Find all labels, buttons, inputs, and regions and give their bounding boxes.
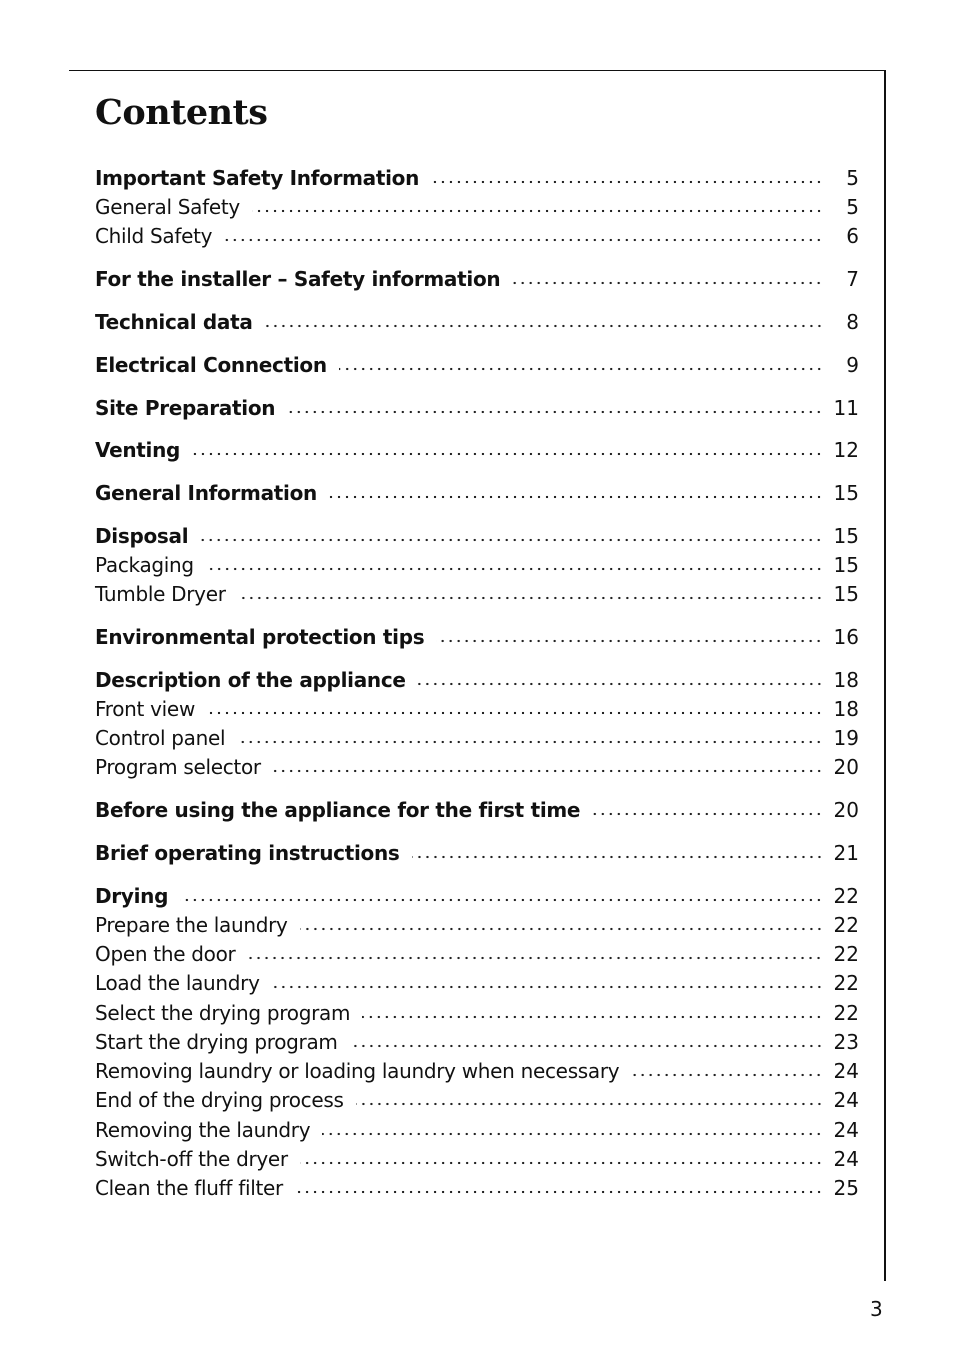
- toc-entry-page: 19: [833, 726, 859, 750]
- toc-entry-page: 18: [833, 697, 859, 721]
- toc-entry[interactable]: [95, 390, 859, 420]
- dot-leader: [247, 956, 823, 960]
- toc-entry[interactable]: [95, 749, 859, 779]
- toc-entry-page: 24: [833, 1147, 859, 1171]
- dot-leader: [273, 769, 823, 773]
- dot-leader: [206, 567, 823, 571]
- toc-entry-page: 24: [833, 1118, 859, 1142]
- toc-entry-label: Important Safety Information: [95, 166, 420, 190]
- toc-entry[interactable]: [95, 347, 859, 377]
- toc-entry[interactable]: [95, 691, 859, 721]
- toc-entry-page: 15: [833, 481, 859, 505]
- toc-entry-page: 18: [833, 668, 859, 692]
- toc-entry-label: Site Preparation: [95, 396, 276, 420]
- toc-entry[interactable]: [95, 1053, 859, 1083]
- toc-entry-page: 12: [833, 438, 859, 462]
- toc-entry[interactable]: [95, 1024, 859, 1054]
- toc-entry-page: 21: [833, 841, 859, 865]
- toc-entry-page: 20: [833, 798, 859, 822]
- toc-entry-label: Technical data: [95, 310, 253, 334]
- toc-entry-label: Before using the appliance for the first time: [95, 798, 581, 822]
- toc-entry-label: Removing the laundry: [95, 1118, 311, 1142]
- dot-leader: [350, 1044, 823, 1048]
- toc-entry-page: 6: [846, 224, 859, 248]
- toc-entry[interactable]: [95, 835, 859, 865]
- toc-entry-page: 15: [833, 582, 859, 606]
- dot-leader: [207, 711, 823, 715]
- toc-entry-page: 15: [833, 524, 859, 548]
- dot-leader: [418, 682, 823, 686]
- toc-entry-label: Electrical Connection: [95, 353, 327, 377]
- toc-entry[interactable]: [95, 1141, 859, 1171]
- dot-leader: [295, 1190, 823, 1194]
- toc-entry-page: 24: [833, 1088, 859, 1112]
- toc-entry-label: General Information: [95, 481, 317, 505]
- toc-entry-label: Disposal: [95, 524, 189, 548]
- dot-leader: [412, 855, 823, 859]
- toc-entry[interactable]: [95, 304, 859, 334]
- toc-entry[interactable]: [95, 965, 859, 995]
- dot-leader: [300, 927, 823, 931]
- toc-entry-page: 7: [846, 267, 859, 291]
- toc-entry-label: Control panel: [95, 726, 226, 750]
- toc-entry[interactable]: [95, 518, 859, 548]
- toc-entry[interactable]: [95, 218, 859, 248]
- dot-leader: [431, 180, 823, 184]
- dot-leader: [200, 538, 823, 542]
- toc-entry-page: 5: [846, 166, 859, 190]
- toc-entry-page: 22: [833, 913, 859, 937]
- side-rule: [884, 70, 886, 1281]
- toc-entry-label: Prepare the laundry: [95, 913, 288, 937]
- dot-leader: [180, 898, 823, 902]
- dot-leader: [356, 1102, 823, 1106]
- toc-entry-label: Child Safety: [95, 224, 213, 248]
- toc-entry-label: Removing laundry or loading laundry when necessary: [95, 1059, 620, 1083]
- toc-entry-label: Select the drying program: [95, 1001, 351, 1025]
- page-number: 3: [870, 1297, 883, 1321]
- toc-entry[interactable]: [95, 475, 859, 505]
- page-title: Contents: [95, 92, 268, 133]
- dot-leader: [252, 209, 823, 213]
- dot-leader: [238, 596, 823, 600]
- dot-leader: [339, 367, 823, 371]
- toc-entry-page: 8: [846, 310, 859, 334]
- toc-entry[interactable]: [95, 936, 859, 966]
- dot-leader: [329, 495, 823, 499]
- toc-entry-page: 15: [833, 553, 859, 577]
- toc-entry-label: Packaging: [95, 553, 194, 577]
- dot-leader: [362, 1015, 823, 1019]
- toc-entry-label: Open the door: [95, 942, 236, 966]
- toc-entry[interactable]: [95, 261, 859, 291]
- toc-entry[interactable]: [95, 1112, 859, 1142]
- toc-entry-label: Tumble Dryer: [95, 582, 226, 606]
- dot-leader: [237, 740, 823, 744]
- toc-entry-page: 5: [846, 195, 859, 219]
- table-of-contents: [95, 0, 859, 1352]
- dot-leader: [300, 1161, 823, 1165]
- toc-entry-label: Brief operating instructions: [95, 841, 400, 865]
- toc-entry-label: Switch-off the dryer: [95, 1147, 288, 1171]
- toc-entry[interactable]: [95, 160, 859, 190]
- toc-entry-page: 24: [833, 1059, 859, 1083]
- toc-entry[interactable]: [95, 576, 859, 606]
- dot-leader: [192, 452, 823, 456]
- toc-entry-page: 22: [833, 884, 859, 908]
- toc-entry[interactable]: [95, 792, 859, 822]
- dot-leader: [512, 281, 823, 285]
- toc-entry-page: 16: [833, 625, 859, 649]
- toc-entry-page: 22: [833, 1001, 859, 1025]
- toc-entry[interactable]: [95, 662, 859, 692]
- toc-entry-page: 22: [833, 942, 859, 966]
- toc-entry-page: 20: [833, 755, 859, 779]
- toc-entry-label: Program selector: [95, 755, 261, 779]
- dot-leader: [224, 238, 823, 242]
- dot-leader: [436, 639, 823, 643]
- toc-entry-page: 23: [833, 1030, 859, 1054]
- toc-entry-label: Venting: [95, 438, 181, 462]
- toc-entry-label: Drying: [95, 884, 169, 908]
- toc-entry-label: Start the drying program: [95, 1030, 338, 1054]
- toc-entry[interactable]: [95, 189, 859, 219]
- toc-entry[interactable]: [95, 1082, 859, 1112]
- dot-leader: [592, 812, 823, 816]
- dot-leader: [287, 410, 823, 414]
- dot-leader: [322, 1132, 823, 1136]
- toc-entry-label: Clean the fluff filter: [95, 1176, 283, 1200]
- toc-entry[interactable]: [95, 995, 859, 1025]
- toc-entry[interactable]: [95, 432, 859, 462]
- toc-entry-label: For the installer – Safety information: [95, 267, 501, 291]
- dot-leader: [272, 985, 823, 989]
- toc-entry[interactable]: [95, 878, 859, 908]
- toc-entry[interactable]: [95, 720, 859, 750]
- toc-entry-label: Front view: [95, 697, 195, 721]
- toc-entry-page: 22: [833, 971, 859, 995]
- toc-entry[interactable]: [95, 619, 859, 649]
- toc-entry-label: Description of the appliance: [95, 668, 406, 692]
- toc-entry[interactable]: [95, 1170, 859, 1200]
- dot-leader: [265, 324, 823, 328]
- toc-entry-label: Environmental protection tips: [95, 625, 425, 649]
- toc-entry-page: 9: [846, 353, 859, 377]
- toc-entry-page: 11: [833, 396, 859, 420]
- toc-entry-label: End of the drying process: [95, 1088, 344, 1112]
- toc-entry-label: Load the laundry: [95, 971, 260, 995]
- toc-entry[interactable]: [95, 907, 859, 937]
- toc-entry[interactable]: [95, 547, 859, 577]
- dot-leader: [631, 1073, 823, 1077]
- toc-entry-page: 25: [833, 1176, 859, 1200]
- toc-entry-label: General Safety: [95, 195, 240, 219]
